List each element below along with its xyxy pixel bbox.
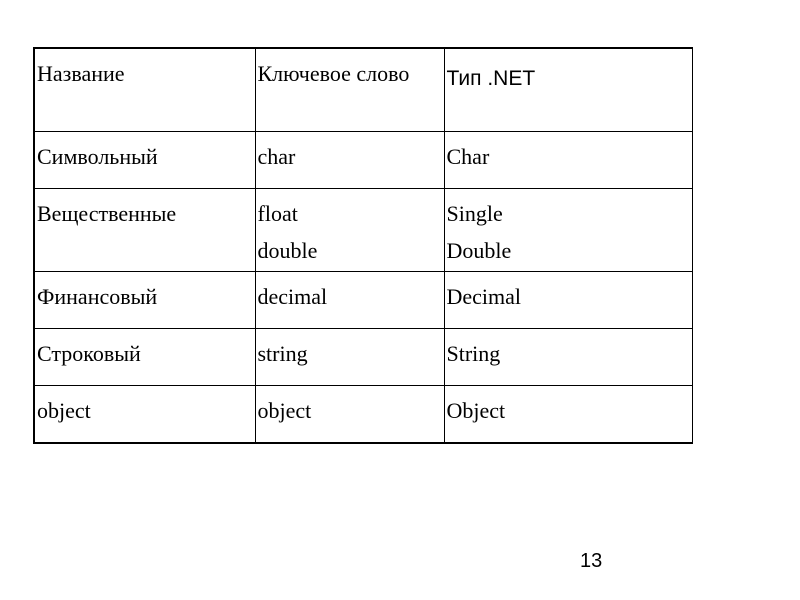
types-table (33, 47, 693, 444)
row-keyword (255, 132, 444, 189)
row-net-type (444, 329, 692, 386)
page-number: 13 (580, 550, 603, 572)
row-keyword (255, 272, 444, 329)
keyword-value: decimal (257, 284, 328, 309)
keyword-value: char (257, 144, 296, 169)
net-type-value: String (446, 341, 501, 366)
table-row (34, 189, 692, 272)
header-net-type: Тип .NET (444, 48, 692, 132)
net-type-value: Single (446, 201, 503, 226)
header-keyword: Ключевое слово (255, 48, 444, 132)
row-net-type (444, 272, 692, 329)
row-keyword (255, 189, 444, 272)
row-name: object (34, 386, 255, 444)
table-row (34, 329, 692, 386)
row-net-type (444, 132, 692, 189)
table-row (34, 386, 692, 444)
header-name: Название (34, 48, 255, 132)
table-row (34, 132, 692, 189)
row-keyword (255, 386, 444, 444)
keyword-value: float (257, 201, 298, 226)
keyword-value: object (257, 398, 312, 423)
net-type-value: Double (446, 238, 512, 263)
net-type-value: Char (446, 144, 490, 169)
keyword-value: double (257, 238, 318, 263)
net-type-value: Object (446, 398, 506, 423)
keyword-value: string (257, 341, 308, 366)
row-net-type (444, 386, 692, 444)
table-row (34, 272, 692, 329)
row-name: Строковый (34, 329, 255, 386)
row-net-type (444, 189, 692, 272)
row-name: Символьный (34, 132, 255, 189)
net-type-value: Decimal (446, 284, 522, 309)
row-keyword (255, 329, 444, 386)
row-name: Финансовый (34, 272, 255, 329)
row-name: Вещественные (34, 189, 255, 272)
table-header-row (34, 48, 692, 132)
